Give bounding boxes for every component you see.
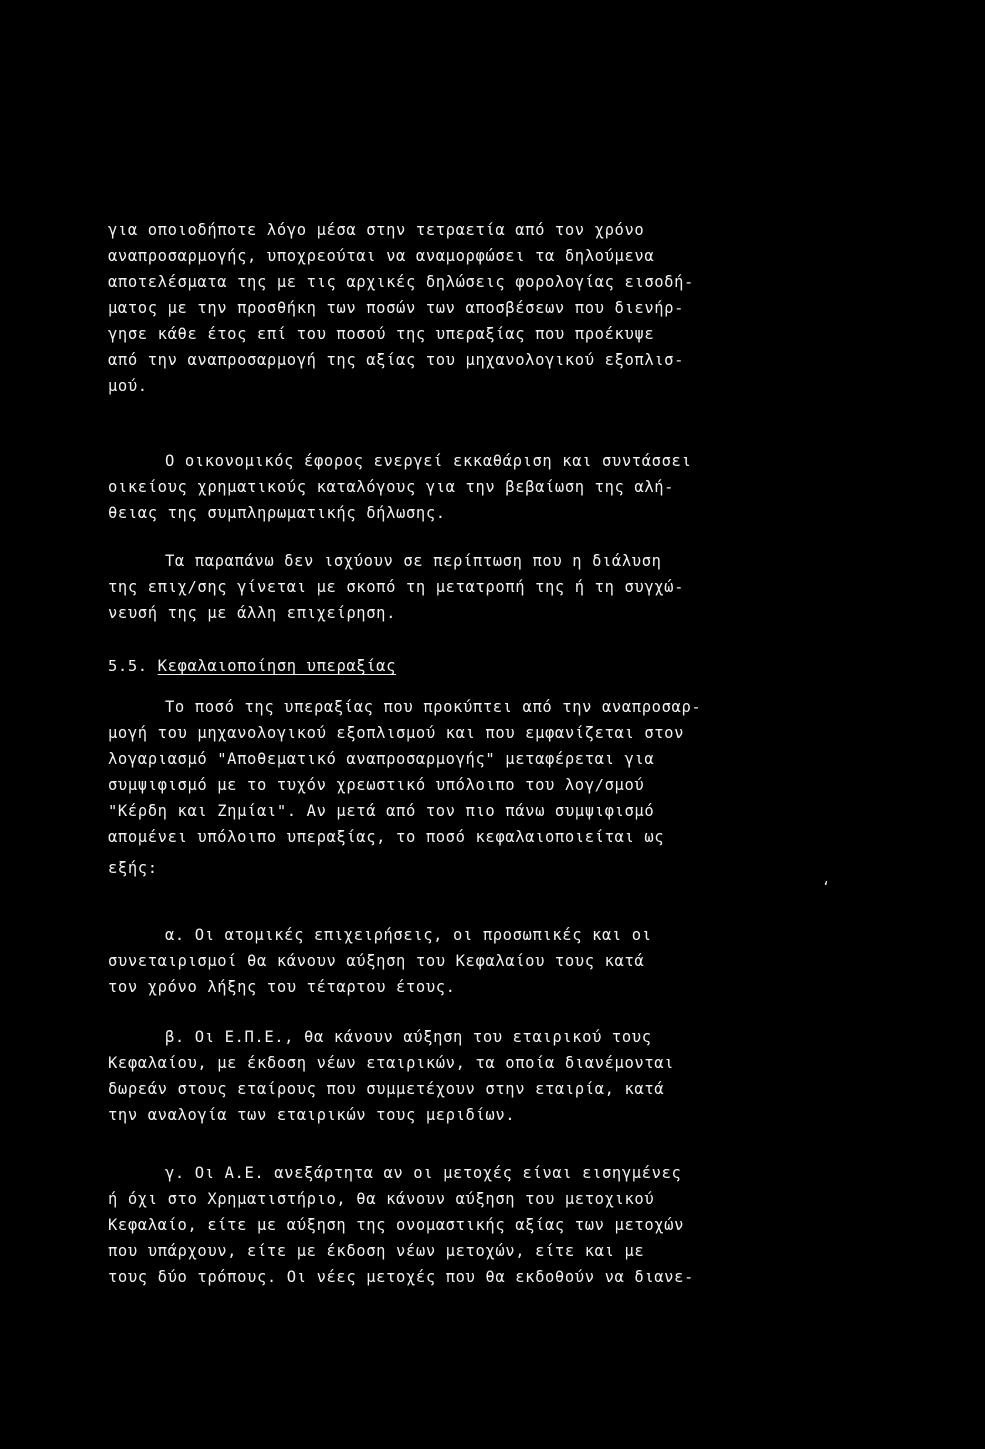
- scan-mark: ‘: [822, 880, 831, 895]
- paragraph-line: συμψιφισμό με το τυχόν χρεωστικό υπόλοιπο του λογ/σμού: [108, 776, 645, 794]
- section-number: 5.5.: [108, 657, 148, 675]
- list-item-line: τον χρόνο λήξης του τέταρτου έτους.: [108, 978, 456, 996]
- paragraph-line: μογή του μηχανολογικού εξοπλισμού και που εμφανίζεται στον: [108, 724, 685, 742]
- section-heading-line: [108, 653, 848, 679]
- paragraph-line: γησε κάθε έτος επί του ποσού της υπεραξίας που προέκυψε: [108, 325, 655, 343]
- list-item-line: την αναλογία των εταιρικών τους μεριδίων.: [108, 1106, 516, 1124]
- paragraph-line: απομένει υπόλοιπο υπεραξίας, το ποσό κεφαλαιοποιείται ως: [108, 828, 665, 846]
- list-item-line: Κεφαλαίο, είτε με αύξηση της ονομαστικής αξίας των μετοχών: [108, 1216, 685, 1234]
- paragraph-line: αναπροσαρμογής, υποχρεούται να αναμορφώσει τα δηλούμενα: [108, 247, 655, 265]
- paragraph-line: ματος με την προσθήκη των ποσών των αποσβέσεων που διενήρ-: [108, 299, 685, 317]
- item-c: [108, 1160, 848, 1290]
- list-item-line: δωρεάν στους εταίρους που συμμετέχουν στην εταιρία, κατά: [108, 1080, 665, 1098]
- list-item-line: που υπάρχουν, είτε με έκδοση νέων μετοχών, είτε και με: [108, 1242, 645, 1260]
- paragraph-3: [108, 548, 848, 626]
- paragraph-line: οικείους χρηματικούς καταλόγους για την βεβαίωση της αλή-: [108, 478, 675, 496]
- paragraph-line: "Κέρδη και Ζημίαι". Αν μετά από τον πιο πάνω συμψιφισμό: [108, 802, 655, 820]
- paragraph-line: νευσή της με άλλη επιχείρηση.: [108, 604, 397, 622]
- paragraph-line: Ο οικονομικός έφορος ενεργεί εκκαθάριση και συντάσσει: [165, 452, 692, 470]
- paragraph-line: Τα παραπάνω δεν ισχύουν σε περίπτωση που η διάλυση: [165, 552, 662, 570]
- paragraph-1: [108, 217, 848, 399]
- paragraph-line: από την αναπροσαρμογή της αξίας του μηχανολογικού εξοπλισ-: [108, 351, 685, 369]
- section-title: Κεφαλαιοποίηση υπεραξίας: [157, 657, 397, 675]
- item-a: [108, 922, 848, 1000]
- paragraph-line: της επιχ/σης γίνεται με σκοπό τη μετατροπή της ή τη συγχώ-: [108, 578, 685, 596]
- paragraph-line: λογαριασμό "Αποθεματικό αναπροσαρμογής" μεταφέρεται για: [108, 750, 655, 768]
- paragraph-line: θειας της συμπληρωματικής δήλωσης.: [108, 504, 446, 522]
- paragraph-line: μού.: [108, 377, 148, 395]
- paragraph-line: για οποιοδήποτε λόγο μέσα στην τετραετία από τον χρόνο: [108, 221, 645, 239]
- list-item-line: τους δύο τρόπους. Οι νέες μετοχές που θα εκδοθούν να διανε-: [108, 1268, 694, 1286]
- list-item-line: γ. Οι Α.Ε. ανεξάρτητα αν οι μετοχές είναι εισηγμένες: [165, 1164, 682, 1182]
- paragraph-line: εξής:: [108, 859, 158, 877]
- list-item-line: α. Οι ατομικές επιχειρήσεις, οι προσωπικές και οι: [165, 926, 652, 944]
- list-item-line: ή όχι στο Χρηματιστήριο, θα κάνουν αύξηση του μετοχικού: [108, 1190, 655, 1208]
- list-item-line: β. Οι Ε.Π.Ε., θα κάνουν αύξηση του εταιρικού τους: [165, 1028, 652, 1046]
- item-b: [108, 1024, 848, 1128]
- list-item-line: Κεφαλαίου, με έκδοση νέων εταιρικών, τα οποία διανέμονται: [108, 1054, 675, 1072]
- paragraph-4: [108, 694, 848, 880]
- paragraph-2: [108, 448, 848, 526]
- paragraph-line: Το ποσό της υπεραξίας που προκύπτει από την αναπροσαρ-: [165, 698, 702, 716]
- list-item-line: συνεταιρισμοί θα κάνουν αύξηση του Κεφαλαίου τους κατά: [108, 952, 645, 970]
- paragraph-line: αποτελέσματα της με τις αρχικές δηλώσεις φορολογίας εισοδή-: [108, 273, 694, 291]
- section-heading: [108, 653, 848, 679]
